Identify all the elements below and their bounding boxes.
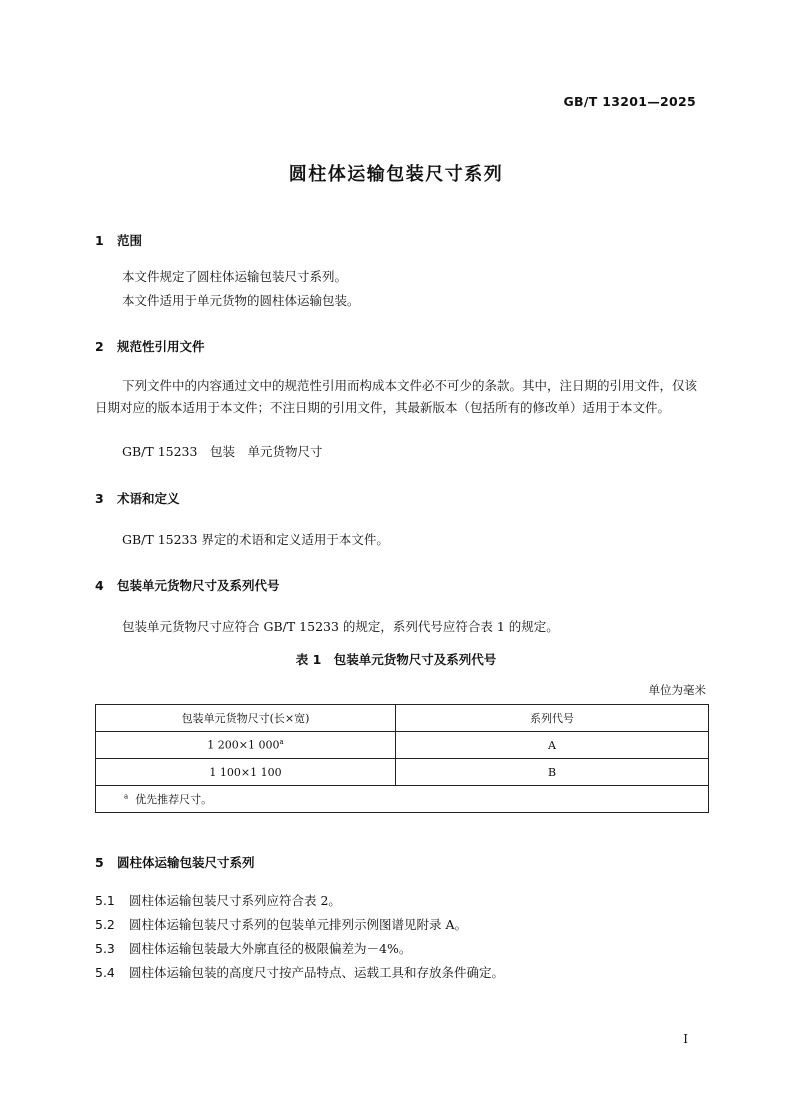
footnote-mark: a [124,792,129,801]
table-caption: 表 1 包装单元货物尺寸及系列代号 [295,652,497,667]
section-3-heading [95,489,180,507]
section-title: 范围 [117,233,143,248]
footnote-text: 优先推荐尺寸。 [135,793,213,806]
section-5-heading [95,853,255,871]
dimension-table [95,704,709,813]
table-row [96,732,709,759]
section-title: 规范性引用文件 [117,339,205,354]
section-title: 包装单元货物尺寸及系列代号 [117,578,280,593]
section-1-heading [95,231,142,249]
size-value: 1 200×1 000 [207,738,280,752]
clause-5-4 [95,963,504,981]
clause-5-1 [95,891,341,909]
section-2-heading [95,337,205,355]
section-1-para-2: 本文件适用于单元货物的圆柱体运输包装。 [122,293,360,308]
clause-text: 圆柱体运输包装尺寸系列应符合表 2。 [129,893,341,908]
table-cell-size: 1 100×1 100 [96,759,396,786]
section-2-para-1: 下列文件中的内容通过文中的规范性引用而构成本文件必不可少的条款。其中，注日期的引用文件，仅该日期对应的版本适用于本文件；不注日期的引用文件，其最新版本（包括所有的修改单）适用于本文件。 [95,378,698,415]
normative-reference: GB/T 15233 包装 单元货物尺寸 [122,444,323,459]
section-1-para-1: 本文件规定了圆柱体运输包装尺寸系列。 [122,269,348,284]
clause-number: 5.2 [95,917,115,932]
document-title: 圆柱体运输包装尺寸系列 [288,164,504,185]
section-title: 术语和定义 [117,491,180,506]
table-header-cell: 系列代号 [396,705,709,732]
section-number: 4 [95,578,104,593]
table-header-row [96,705,709,732]
clause-5-3 [95,939,411,957]
table-note [96,786,709,813]
page-number: I [683,1032,688,1046]
table-unit: 单位为毫米 [648,683,706,697]
clause-text: 圆柱体运输包装最大外廓直径的极限偏差为－4%。 [129,941,412,956]
table-cell-size [96,732,396,759]
table-cell-code: A [396,732,709,759]
footnote-mark: a [279,738,284,747]
clause-5-2 [95,915,467,933]
standard-code: GB/T 13201—2025 [563,94,696,109]
section-4-heading [95,576,280,594]
table-row [96,759,709,786]
section-title: 圆柱体运输包装尺寸系列 [117,855,255,870]
table-cell-code: B [396,759,709,786]
table-header-cell: 包装单元货物尺寸(长×宽) [96,705,396,732]
clause-text: 圆柱体运输包装的高度尺寸按产品特点、运载工具和存放条件确定。 [129,965,505,980]
section-3-para-1: GB/T 15233 界定的术语和定义适用于本文件。 [122,532,389,547]
clause-number: 5.1 [95,893,115,908]
section-number: 2 [95,339,104,354]
table-note-row [96,786,709,813]
section-number: 1 [95,233,104,248]
section-4-para-1: 包装单元货物尺寸应符合 GB/T 15233 的规定，系列代号应符合表 1 的规定。 [122,619,559,634]
section-number: 5 [95,855,104,870]
clause-number: 5.4 [95,965,115,980]
clause-text: 圆柱体运输包装尺寸系列的包装单元排列示例图谱见附录 A。 [129,917,468,932]
section-number: 3 [95,491,104,506]
clause-number: 5.3 [95,941,115,956]
